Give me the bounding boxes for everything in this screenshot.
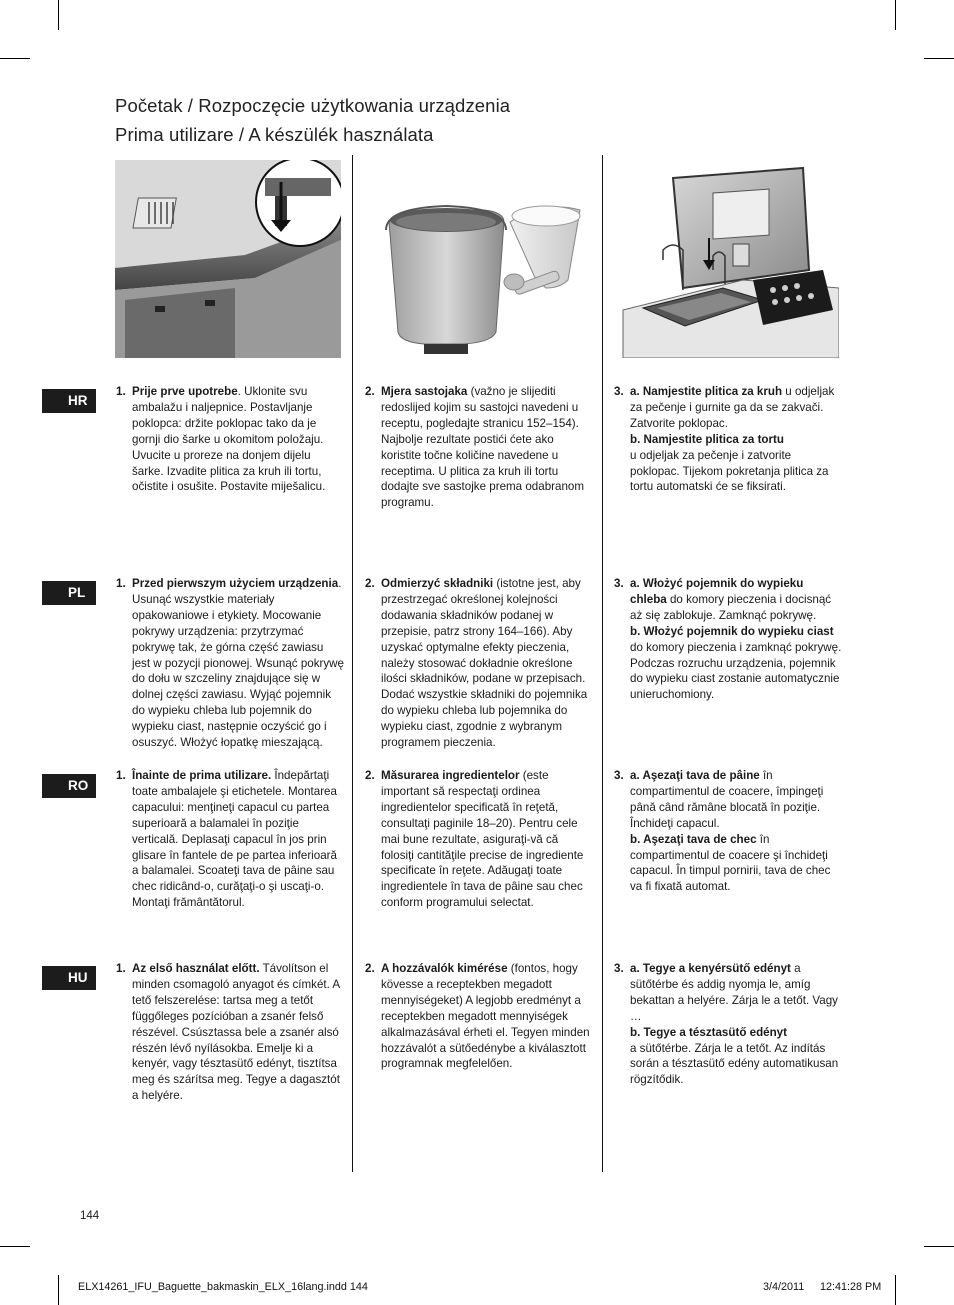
step-heading: Prije prve upotrebe	[132, 385, 238, 398]
page-number: 144	[80, 1210, 100, 1222]
step-heading: Przed pierwszym użyciem urządzenia	[132, 577, 339, 590]
lid-hinge-illustration	[115, 160, 341, 358]
step-number: 3.	[614, 577, 624, 590]
step-heading: Mjera sastojaka	[381, 385, 468, 398]
page-title-line-2: Prima utilizare / A készülék használata	[115, 124, 434, 145]
step-text: . Uklonite svu ambalažu i naljepnice. Postavljanje poklopca: držite poklopac tako da je gornji dio šarke u okomitom položaju. Uvucite u proreze na donjem dijelu šarke. Izvadite plitica za kruh ili tortu, očistite i osušite. Postavite miješalicu.	[132, 385, 326, 494]
step-number: 2.	[365, 962, 375, 975]
step-heading-a: a. Tegye a kenyérsütő edényt	[630, 962, 791, 975]
page-title-line-1: Početak / Rozpoczęcie użytkowania urządzenia	[115, 95, 511, 116]
step-text: . Usunąć wszystkie materiały opakowaniowe i etykiety. Mocowanie pokrywy urządzenia: przytrzymać pokrywę tak, że górna część zawiasu jest w pozycji pionowej. Wsunąć pokrywę do dołu w szczeliny znajdujące się w dolnej części zawiasu. Wyjąć pojemnik do wypieku chleba lub pojemnik do wypieku ciast, następnie oczyścić go i osuszyć. Włożyć łopatkę mieszającą.	[132, 577, 344, 750]
step-heading: A hozzávalók kimérése	[381, 962, 508, 975]
step-text-b: în compartimentul de coacere şi închideţi capacul. În timpul pornirii, tava de chec va fi fixată automat.	[630, 832, 831, 894]
step-text: Îndepărtaţi toate ambalajele şi etichetele. Montarea capacului: menţineţi capacul cu partea superioară a balamalei în poziţie verticală. Deplasaţi capacul în jos prin glisare în fantele de pe partea inferioară a balamalei. Scoateţi tava de pâine sau chec ridicând-o, curăţaţi-o şi uscaţi-o. Montaţi frământătorul.	[132, 769, 337, 910]
language-label-ro: RO	[42, 774, 96, 798]
step-heading-b: b. Włożyć pojemnik do wypieku ciast	[630, 624, 834, 638]
crop-mark	[895, 0, 896, 30]
crop-mark	[58, 0, 59, 30]
step-number: 2.	[365, 385, 375, 398]
step-heading: Înainte de prima utilizare.	[132, 769, 272, 782]
step-text: (istotne jest, aby przestrzegać określonej kolejności dodawania składników podanej w przepisie, patrz strony 164–166). Aby uzyskać optymalne efekty pieczenia, należy stosować dokładnie określone ilości składników, podane w przepisach. Dodać wszystkie składniki do pojemnika do wypieku chleba lub pojemnika do wypieku ciast, zgodnie z wybranym programem pieczenia.	[381, 577, 588, 750]
step-text-a: a sütőtérbe és addig nyomja le, amíg bekattan a helyére. Zárja le a tetőt. Vagy …	[630, 962, 838, 1023]
step-number: 3.	[614, 385, 624, 398]
crop-mark	[924, 58, 954, 59]
step-text-b: do komory pieczenia i zamknąć pokrywę. Podczas rozruchu urządzenia, pojemnik do wypieku ciast zostanie automatycznie unieruchomiony.	[630, 640, 842, 702]
step-text: (fontos, hogy kövesse a receptekben megadott mennyiségeket) A legjobb eredményt a receptekben megadott mennyiségek alkalmazásával érheti el. Tegyen minden hozzávalót a sütőedénybe a kiválasztott programnak megfelelően.	[381, 962, 590, 1071]
step-text-b: a sütőtérbe. Zárja le a tetőt. Az indítás során a tésztasütő edény automatikusan rögzítődik.	[630, 1041, 839, 1087]
language-label-hr: HR	[42, 389, 96, 413]
step-heading-a: a. Włożyć pojemnik do wypieku chleba	[630, 577, 804, 606]
crop-mark	[0, 1246, 30, 1247]
bread-pan-measuring-cup-illustration	[364, 160, 590, 358]
step-text-b: u odjeljak za pečenje i zatvorite poklopac. Tijekom pokretanja plitica za tortu automatski će se fiksirati.	[630, 448, 829, 494]
step-number: 2.	[365, 577, 375, 590]
step-text: (važno je slijediti redoslijed kojim su sastojci navedeni u receptu, pogledajte stranicu 152–154). Najbolje rezultate postići ćete ako koristite točne količine navedene u receptima. U plitica za kruh ili tortu dodajte sve sastojke prema odabranom programu.	[381, 385, 585, 510]
language-label-hu: HU	[42, 966, 96, 990]
step-number: 1.	[116, 385, 126, 398]
footer-filename: ELX14261_IFU_Baguette_bakmaskin_ELX_16lang.indd 144	[78, 1281, 368, 1293]
step-heading-b: b. Tegye a tésztasütő edényt	[630, 1025, 787, 1039]
step-number: 3.	[614, 769, 624, 782]
column-divider	[352, 155, 353, 1172]
crop-mark	[924, 1246, 954, 1247]
step-heading-a: a. Aşezaţi tava de pâine	[630, 769, 760, 782]
step-heading-b: b. Aşezaţi tava de chec	[630, 832, 757, 846]
step-heading: Az első használat előtt.	[132, 962, 260, 975]
step-number: 1.	[116, 769, 126, 782]
step-heading-b: b. Namjestite plitica za tortu	[630, 432, 784, 446]
step-heading: Odmierzyć składniki	[381, 577, 494, 590]
open-breadmaker-illustration	[613, 160, 839, 358]
crop-mark	[58, 1275, 59, 1305]
step-text: Távolítson el minden csomagoló anyagot és címkét. A tető felszerelése: tartsa meg a tetőt függőleges pozícióban a zsanér felső részével. Csúsztassa bele a zsanér alsó részén lévő nyílásokba. Emelje ki a kenyér, vagy tésztasütő edényt, tisztítsa meg és szárítsa meg. Tegye a dagasztót a helyére.	[132, 962, 340, 1103]
crop-mark	[0, 58, 30, 59]
step-number: 1.	[116, 962, 126, 975]
step-number: 3.	[614, 962, 624, 975]
step-text-a: do komory pieczenia i docisnąć aż się zablokuje. Zamknąć pokrywę.	[630, 592, 832, 622]
step-text: (este important să respectaţi ordinea ingredientelor specificată în reţetă, consultaţi paginile 18–20). Pentru cele mai bune rezultate, asiguraţi-vă că folosiţi cantităţile precise de ingrediente specificate în reţete. Adăugaţi toate ingredientele în tava de pâine sau chec conform programului selectat.	[381, 769, 584, 910]
column-divider	[602, 155, 603, 1172]
footer-time: 12:41:28 PM	[820, 1281, 882, 1293]
step-number: 1.	[116, 577, 126, 590]
footer-date: 3/4/2011	[763, 1281, 805, 1293]
step-number: 2.	[365, 769, 375, 782]
step-text-a: în compartimentul de coacere, împingeţi până când rămâne blocată în poziţie. Închideţi capacul.	[630, 769, 824, 830]
language-label-pl: PL	[42, 581, 96, 605]
step-heading: Măsurarea ingredientelor	[381, 769, 520, 782]
crop-mark	[895, 1275, 896, 1305]
step-heading-a: a. Namjestite plitica za kruh	[630, 385, 783, 398]
step-text-a: u odjeljak za pečenje i gurnite ga da se zakvači. Zatvorite poklopac.	[630, 385, 835, 430]
